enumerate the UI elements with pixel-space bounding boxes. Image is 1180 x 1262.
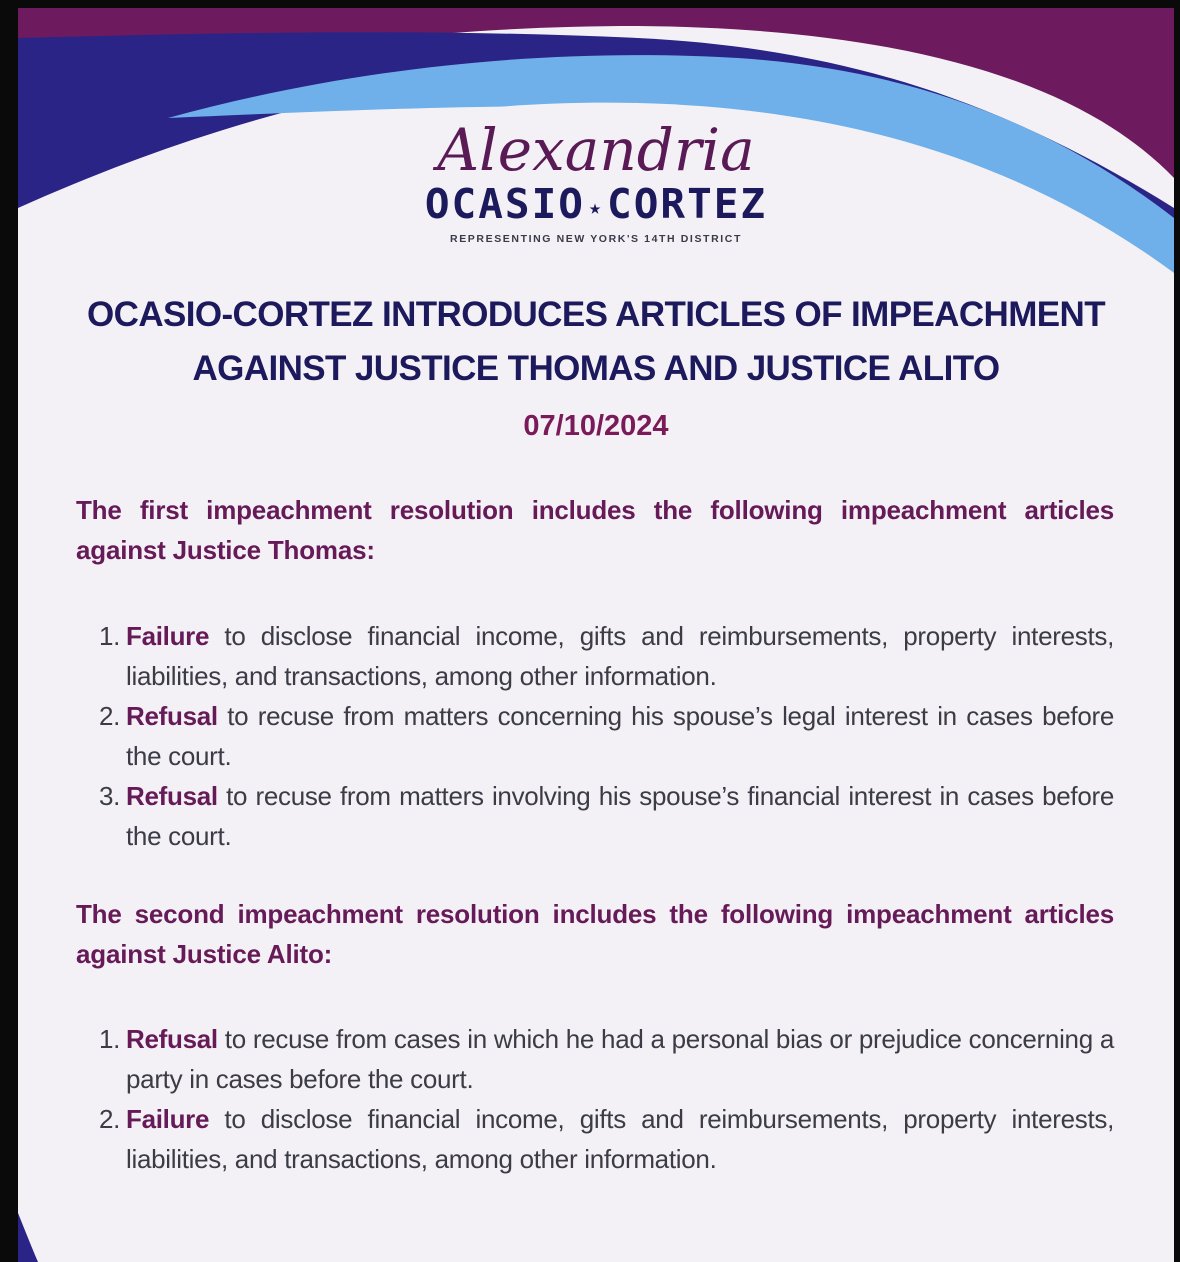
page-title [78, 288, 1114, 396]
release-date: 07/10/2024 [523, 410, 669, 442]
list-item [76, 696, 1114, 776]
item-text: to recuse from cases in which he had a personal bias or prejudice concerning a party in cases before the court. [126, 1024, 1114, 1094]
item-text: to recuse from matters involving his spouse’s financial interest in cases before the court. [126, 781, 1114, 851]
resolution-1-articles [76, 616, 1114, 856]
item-text: to disclose financial income, gifts and reimbursements, property interests, liabilities, and transactions, among other information. [126, 1104, 1114, 1174]
item-keyword: Refusal [126, 781, 218, 811]
headline-line-2: AGAINST JUSTICE THOMAS AND JUSTICE ALITO [192, 349, 1000, 388]
item-keyword: Refusal [126, 1024, 218, 1054]
organization-name [18, 180, 1174, 228]
resolution-2-intro: The second impeachment resolution includes the following impeachment articles against Justice Alito: [76, 899, 1114, 969]
item-number: 3. [99, 781, 121, 811]
item-text: to disclose financial income, gifts and reimbursements, property interests, liabilities, and transactions, among other information. [126, 621, 1114, 691]
district-tagline: REPRESENTING NEW YORK'S 14TH DISTRICT [450, 233, 742, 245]
headline-line-1: OCASIO-CORTEZ INTRODUCES ARTICLES OF IMPEACHMENT [87, 295, 1105, 334]
item-keyword: Refusal [126, 701, 218, 731]
signature-text: Alexandria [437, 116, 755, 184]
list-item [76, 616, 1114, 696]
star-icon: ★ [588, 195, 604, 219]
name-right: CORTEZ [607, 180, 768, 228]
item-number: 1. [99, 1024, 121, 1054]
press-release-card [18, 8, 1174, 1262]
item-number: 2. [99, 701, 121, 731]
name-left: OCASIO [424, 180, 585, 228]
list-item [76, 776, 1114, 856]
signature-logo [18, 96, 1174, 186]
resolution-1-intro: The first impeachment resolution includes the following impeachment articles against Justice Thomas: [76, 495, 1114, 565]
resolution-2-articles [76, 1019, 1114, 1179]
list-item [76, 1019, 1114, 1099]
item-number: 2. [99, 1104, 121, 1134]
item-text: to recuse from matters concerning his spouse’s legal interest in cases before the court. [126, 701, 1114, 771]
item-keyword: Failure [126, 1104, 210, 1134]
item-keyword: Failure [126, 621, 210, 651]
list-item [76, 1099, 1114, 1179]
item-number: 1. [99, 621, 121, 651]
